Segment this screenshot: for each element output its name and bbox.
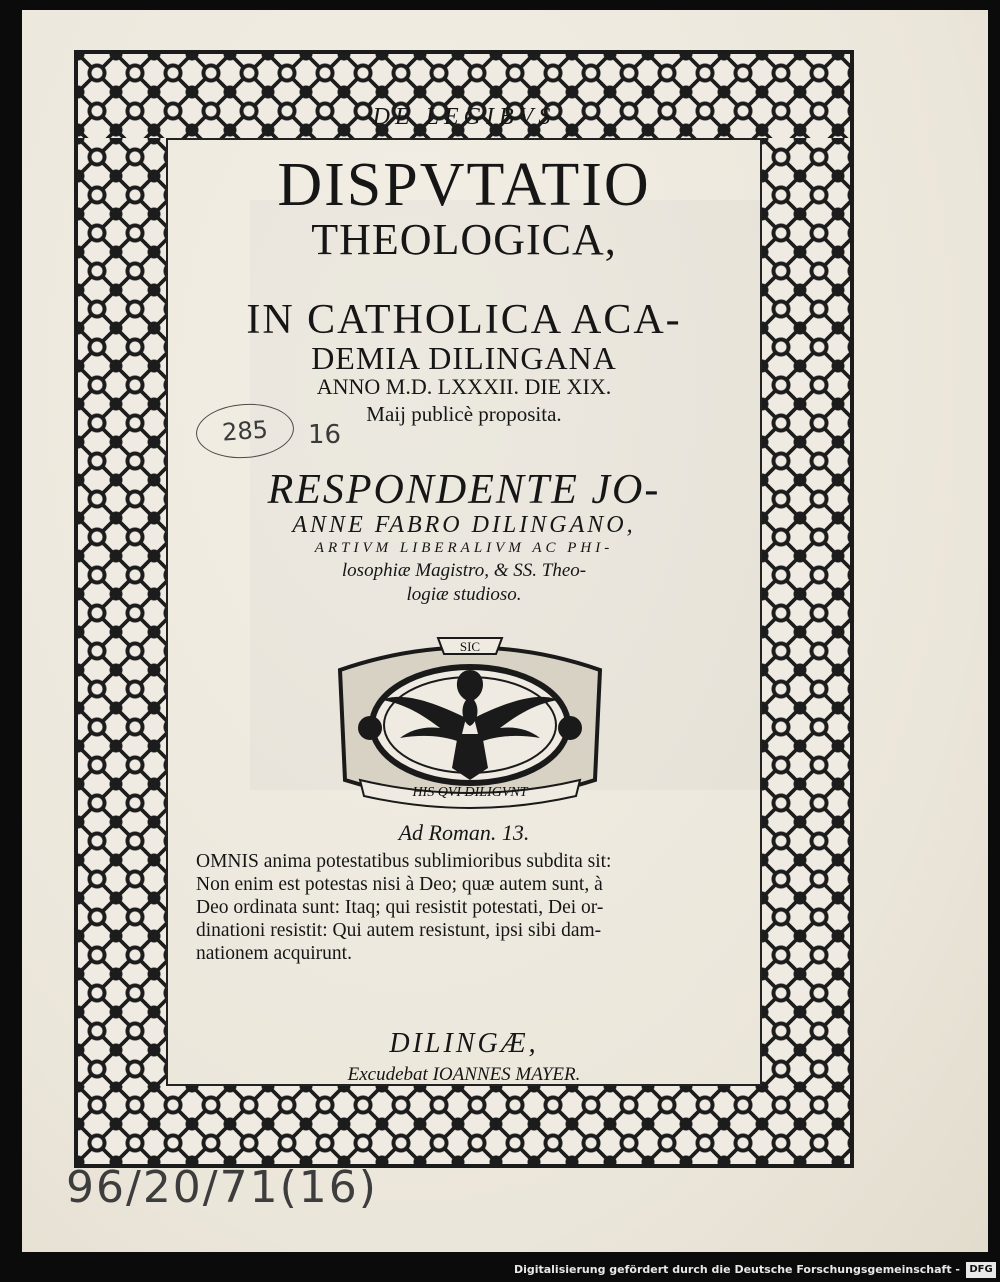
scripture-line: nationem acquirunt. xyxy=(196,943,352,964)
digitization-credit: Digitalisierung gefördert durch die Deutsche Forschungsgemeinschaft - xyxy=(513,1263,960,1276)
main-title-line2: THEOLOGICA, xyxy=(311,215,617,264)
ornament-border-right xyxy=(762,138,850,1086)
scripture-line: dinationi resistit: Qui autem resistunt, ipsi sibi dam- xyxy=(196,920,602,941)
device-motto-bottom: HIS QVI DILIGVNT xyxy=(412,785,528,800)
ornament-border-bottom xyxy=(78,1086,850,1164)
device-motto-top: SIC xyxy=(459,639,481,654)
main-title-line1: DISPVTATIO xyxy=(277,151,651,219)
academy-line1: IN CATHOLICA ACA- xyxy=(246,297,682,343)
date-line1: ANNO M.D. LXXXII. DIE XIX. xyxy=(316,374,612,399)
scripture-reference: Ad Roman. 13. xyxy=(398,820,530,845)
respondent-line2: ANNE FABRO DILINGANO, xyxy=(292,512,636,538)
date-line2: Maij publicè proposita. xyxy=(366,402,562,426)
scripture-passage xyxy=(196,850,736,965)
scripture-line: Non enim est potestas nisi à Deo; quæ autem sunt, à xyxy=(196,874,603,895)
scripture-line: OMNIS anima potestatibus sublimioribus subdita sit: xyxy=(196,851,612,872)
respondent-line1: RESPONDENTE JO- xyxy=(267,467,661,513)
dfg-logo: DFG xyxy=(966,1262,996,1278)
handwritten-shelfmark: 96/20/71(16) xyxy=(66,1162,378,1213)
imprint-city: DILINGÆ, xyxy=(389,1028,539,1059)
respondent-line3: ARTIVM LIBERALIVM AC PHI- xyxy=(314,540,614,556)
printer-device-pelican xyxy=(320,630,620,810)
handwritten-number: 16 xyxy=(308,420,342,450)
ornament-border-left xyxy=(78,138,166,1086)
academy-line2: DEMIA DILINGANA xyxy=(311,340,617,376)
handwritten-circled-number: 285 xyxy=(194,401,296,462)
scripture-line: Deo ordinata sunt: Itaq; qui resistit potestati, Dei or- xyxy=(196,897,604,918)
respondent-line5: logiæ studioso. xyxy=(406,584,522,605)
respondent-line4: losophiæ Magistro, & SS. Theo- xyxy=(341,560,587,581)
imprint-printer: Excudebat IOANNES MAYER. xyxy=(347,1064,581,1085)
subtitle: DE LEGIBVS xyxy=(372,104,556,130)
